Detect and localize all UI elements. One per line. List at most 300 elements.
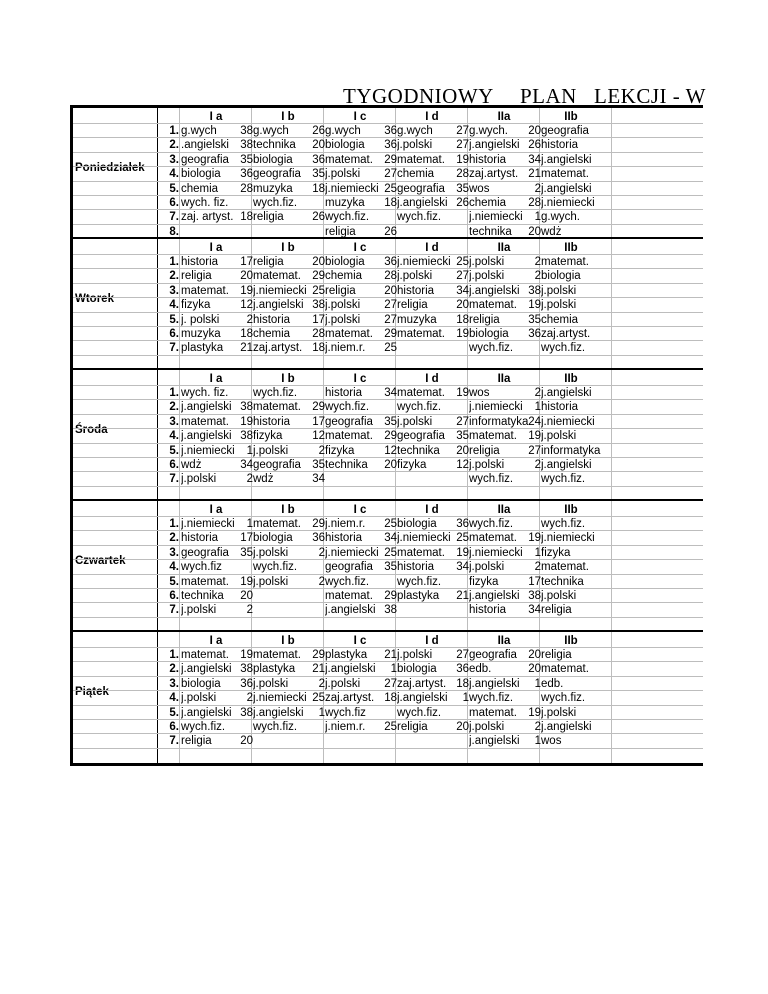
lesson-number: 7.	[169, 342, 179, 355]
subject-cell: j.angielski	[541, 459, 592, 471]
subject-cell: j.niemiecki	[253, 284, 307, 297]
subject-cell: edb.	[541, 677, 564, 690]
subject-cell: geografia	[397, 430, 445, 443]
row-rule	[73, 254, 703, 255]
room-number: 36	[384, 256, 397, 268]
subject-cell: religia	[253, 211, 284, 224]
row-rule	[73, 661, 703, 662]
row-rule	[73, 471, 703, 472]
subject-cell: informatyka	[469, 415, 529, 428]
class-header: IIb	[564, 242, 578, 254]
subject-cell: matemat.	[253, 401, 301, 414]
room-number: 17	[312, 313, 325, 326]
room-number: 34	[384, 387, 397, 399]
room-number: 18	[456, 677, 469, 690]
room-number: 27	[384, 677, 397, 690]
subject-cell: religia	[325, 225, 356, 238]
room-number: 20	[528, 225, 541, 238]
subject-cell: j.angielski	[541, 387, 592, 399]
subject-cell: geografia	[325, 561, 373, 574]
row-rule	[73, 574, 703, 575]
lesson-number: 1.	[169, 387, 179, 399]
subject-cell: geografia	[397, 182, 445, 195]
subject-cell: wych. fiz.	[181, 387, 229, 399]
row-rule	[73, 283, 703, 284]
class-header: I a	[209, 242, 223, 254]
column-divider	[611, 239, 612, 368]
subject-cell: biologia	[253, 153, 293, 166]
class-header: I a	[209, 504, 223, 516]
class-header: I d	[425, 373, 439, 385]
subject-cell: technika	[181, 590, 224, 602]
subject-cell: j.angielski	[181, 430, 232, 443]
row-rule	[73, 530, 703, 531]
room-number: 27	[456, 139, 469, 152]
subject-cell: wych.fiz.	[253, 387, 298, 399]
subject-cell: technika	[469, 225, 512, 238]
room-number: 21	[240, 342, 253, 355]
lesson-number: 4.	[169, 299, 179, 312]
room-number: 17	[240, 256, 253, 268]
row-rule	[73, 719, 703, 720]
row-rule	[73, 340, 703, 341]
subject-cell: historia	[253, 313, 291, 326]
subject-cell: biologia	[541, 270, 581, 283]
subject-cell: chemia	[469, 197, 507, 209]
subject-cell: technika	[325, 459, 368, 471]
subject-cell: chemia	[325, 270, 363, 283]
class-header: IIa	[497, 504, 511, 516]
class-header: I b	[281, 111, 295, 123]
lesson-number: 1.	[169, 125, 179, 137]
room-number: 2	[534, 459, 541, 471]
subject-cell: matemat.	[469, 532, 517, 545]
room-number: 38	[240, 401, 253, 414]
subject-cell: wych.fiz.	[397, 706, 442, 719]
room-number: 27	[384, 168, 397, 181]
subject-cell: j.niemiecki	[181, 444, 235, 457]
subject-cell: j.angielski	[541, 182, 592, 195]
subject-cell: edb.	[469, 663, 492, 676]
room-number: 2	[534, 270, 541, 283]
room-number: 1	[534, 677, 541, 690]
class-header: I b	[281, 504, 295, 516]
subject-cell: religia	[397, 721, 428, 733]
subject-cell: wych.fiz.	[253, 561, 298, 574]
subject-cell: j.polski	[541, 590, 577, 602]
room-number: 28	[456, 168, 469, 181]
row-rule	[73, 443, 703, 444]
row-rule	[73, 690, 703, 691]
lesson-number: 3.	[169, 546, 179, 559]
subject-cell: biologia	[397, 663, 437, 676]
subject-cell: plastyka	[253, 663, 296, 676]
lesson-number: 6.	[169, 197, 179, 209]
subject-cell: matemat.	[325, 430, 373, 443]
lesson-number: 4.	[169, 168, 179, 181]
subject-cell: zaj.artyst.	[541, 328, 591, 340]
room-number: 34	[456, 284, 469, 297]
room-number: 25	[456, 256, 469, 268]
room-number: 19	[240, 415, 253, 428]
room-number: 28	[240, 182, 253, 195]
room-number: 21	[384, 649, 397, 661]
lesson-number: 7.	[169, 735, 179, 748]
row-rule	[73, 297, 703, 298]
room-number: 17	[240, 532, 253, 545]
subject-cell: biologia	[325, 139, 365, 152]
subject-cell: matemat.	[397, 546, 445, 559]
room-number: 34	[384, 532, 397, 545]
subject-cell: historia	[541, 139, 579, 152]
subject-cell: matemat.	[397, 153, 445, 166]
subject-cell: j.polski	[469, 721, 505, 733]
room-number: 34	[456, 561, 469, 574]
subject-cell: j.angielski	[469, 677, 520, 690]
subject-cell: muzyka	[397, 313, 437, 326]
room-number: 25	[456, 532, 469, 545]
subject-cell: j.niemiecki	[325, 182, 379, 195]
day-name: Poniedziałek	[75, 162, 145, 174]
row-rule	[73, 676, 703, 677]
room-number: 12	[384, 444, 397, 457]
room-number: 19	[456, 546, 469, 559]
subject-cell: j.polski	[325, 299, 361, 312]
subject-cell: j.niemiecki	[469, 401, 523, 414]
subject-cell: religia	[397, 299, 428, 312]
room-number: 29	[384, 590, 397, 602]
subject-cell: j.polski	[325, 677, 361, 690]
column-divider	[179, 108, 180, 237]
subject-cell: j.polski	[469, 561, 505, 574]
room-number: 36	[312, 153, 325, 166]
subject-cell: j.polski	[469, 270, 505, 283]
room-number: 27	[456, 125, 469, 137]
subject-cell: technika	[253, 139, 296, 152]
lesson-number: 5.	[169, 182, 179, 195]
subject-cell: muzyka	[181, 328, 221, 340]
subject-cell: religia	[469, 444, 500, 457]
subject-cell: j.angielski	[253, 299, 304, 312]
column-divider	[179, 370, 180, 499]
room-number: 25	[312, 692, 325, 705]
subject-cell: j.angielski	[325, 604, 376, 617]
subject-cell: j.niemiecki	[469, 546, 523, 559]
room-number: 38	[312, 299, 325, 312]
subject-cell: j.angielski	[325, 663, 376, 676]
room-number: 29	[312, 270, 325, 283]
subject-cell: informatyka	[541, 444, 601, 457]
subject-cell: j.angielski	[469, 139, 520, 152]
room-number: 25	[384, 518, 397, 530]
room-number: 29	[384, 328, 397, 340]
row-rule	[73, 748, 703, 749]
subject-cell: matemat.	[253, 518, 301, 530]
class-header: IIa	[497, 635, 511, 647]
row-rule	[73, 588, 703, 589]
subject-cell: j.angielski	[541, 721, 592, 733]
row-rule	[73, 355, 703, 356]
subject-cell: g.wych.	[469, 125, 508, 137]
subject-cell: historia	[397, 284, 435, 297]
room-number: 19	[240, 649, 253, 661]
room-number: 28	[528, 197, 541, 209]
row-rule	[73, 559, 703, 560]
class-header: I c	[353, 504, 367, 516]
row-rule	[73, 326, 703, 327]
room-number: 17	[312, 415, 325, 428]
class-header: I c	[353, 373, 367, 385]
day-block	[73, 501, 703, 632]
subject-cell: j.polski	[181, 473, 217, 486]
room-number: 35	[384, 415, 397, 428]
subject-cell: j.polski	[541, 706, 577, 719]
class-header: IIb	[564, 111, 578, 123]
room-number: 34	[528, 153, 541, 166]
subject-cell: muzyka	[253, 182, 293, 195]
subject-cell: biologia	[469, 328, 509, 340]
lesson-number: 3.	[169, 284, 179, 297]
room-number: 2	[246, 604, 253, 617]
room-number: 29	[312, 649, 325, 661]
subject-cell: muzyka	[325, 197, 365, 209]
subject-cell: j.polski	[253, 677, 289, 690]
room-number: 2	[318, 546, 325, 559]
room-number: 2	[318, 575, 325, 588]
room-number: 19	[456, 328, 469, 340]
room-number: 35	[312, 168, 325, 181]
subject-cell: religia	[181, 735, 212, 748]
timetable	[70, 105, 703, 766]
row-rule	[73, 516, 703, 517]
column-divider	[611, 501, 612, 630]
lesson-number: 2.	[169, 663, 179, 676]
room-number: 21	[456, 590, 469, 602]
lesson-number: 2.	[169, 532, 179, 545]
subject-cell: j.polski	[397, 415, 433, 428]
subject-cell: wdż	[541, 225, 562, 238]
room-number: 1	[318, 706, 325, 719]
class-header: I d	[425, 635, 439, 647]
subject-cell: chemia	[397, 168, 435, 181]
row-rule	[73, 166, 703, 167]
subject-cell: j.polski	[397, 139, 433, 152]
class-header: I a	[209, 635, 223, 647]
subject-cell: wych.fiz.	[253, 721, 298, 733]
column-divider	[179, 239, 180, 368]
subject-cell: j.angielski	[181, 706, 232, 719]
subject-cell: j.angielski	[469, 590, 520, 602]
day-name: Piątek	[75, 686, 109, 698]
room-number: 20	[528, 125, 541, 137]
subject-cell: g.wych.	[541, 211, 580, 224]
lesson-number: 7.	[169, 604, 179, 617]
subject-cell: religia	[181, 270, 212, 283]
room-number: 25	[384, 546, 397, 559]
room-number: 35	[456, 430, 469, 443]
subject-cell: j.angielski	[469, 735, 520, 748]
subject-cell: wych.fiz.	[397, 575, 442, 588]
subject-cell: j.angielski	[469, 284, 520, 297]
row-rule	[73, 457, 703, 458]
room-number: 12	[312, 430, 325, 443]
subject-cell: historia	[469, 604, 507, 617]
subject-cell: matemat.	[325, 153, 373, 166]
room-number: 17	[528, 575, 541, 588]
row-rule	[73, 152, 703, 153]
room-number: 26	[384, 225, 397, 238]
room-number: 18	[312, 342, 325, 355]
row-rule	[73, 195, 703, 196]
room-number: 2	[534, 256, 541, 268]
row-rule	[73, 545, 703, 546]
day-name: Środa	[75, 424, 108, 436]
subject-cell: j.polski	[469, 459, 505, 471]
class-header: IIa	[497, 111, 511, 123]
subject-cell: plastyka	[325, 649, 368, 661]
lesson-number: 7.	[169, 211, 179, 224]
room-number: 12	[240, 299, 253, 312]
subject-cell: biologia	[253, 532, 293, 545]
subject-cell: biologia	[397, 518, 437, 530]
room-number: 20	[456, 299, 469, 312]
room-number: 21	[312, 663, 325, 676]
subject-cell: wych.fiz	[325, 706, 366, 719]
subject-cell: j.niemiecki	[253, 692, 307, 705]
room-number: 12	[456, 459, 469, 471]
subject-cell: fizyka	[541, 546, 571, 559]
lesson-number: 8.	[169, 225, 179, 238]
row-rule	[73, 428, 703, 429]
column-divider	[611, 632, 612, 763]
row-rule	[73, 647, 703, 648]
subject-cell: j.niemiecki	[469, 211, 523, 224]
class-header: I d	[425, 242, 439, 254]
subject-cell: zaj. artyst.	[181, 211, 234, 224]
class-header: I c	[353, 111, 367, 123]
subject-cell: matemat.	[397, 387, 445, 399]
subject-cell: fizyka	[325, 444, 355, 457]
room-number: 27	[456, 649, 469, 661]
day-name: Czwartek	[75, 555, 126, 567]
subject-cell: wych.fiz	[181, 561, 222, 574]
room-number: 38	[240, 139, 253, 152]
row-rule	[73, 705, 703, 706]
subject-cell: matemat.	[181, 415, 229, 428]
subject-cell: matemat.	[541, 168, 589, 181]
class-header: I c	[353, 635, 367, 647]
subject-cell: wdż	[253, 473, 274, 486]
room-number: 18	[240, 328, 253, 340]
subject-cell: biologia	[325, 256, 365, 268]
room-number: 38	[240, 706, 253, 719]
class-header: I b	[281, 242, 295, 254]
subject-cell: biologia	[181, 677, 221, 690]
lesson-number: 1.	[169, 518, 179, 530]
room-number: 2	[534, 561, 541, 574]
room-number: 1	[534, 546, 541, 559]
subject-cell: j.polski	[541, 299, 577, 312]
room-number: 38	[240, 430, 253, 443]
row-rule	[73, 486, 703, 487]
subject-cell: religia	[541, 649, 572, 661]
lesson-number: 6.	[169, 590, 179, 602]
room-number: 18	[384, 692, 397, 705]
column-divider	[611, 370, 612, 499]
room-number: 19	[240, 284, 253, 297]
room-number: 1	[534, 735, 541, 748]
class-header: I a	[209, 373, 223, 385]
class-header: I d	[425, 504, 439, 516]
room-number: 27	[456, 415, 469, 428]
subject-cell: g.wych	[397, 125, 433, 137]
room-number: 20	[312, 256, 325, 268]
subject-cell: geografia	[181, 153, 229, 166]
room-number: 19	[528, 706, 541, 719]
title-word-2: PLAN	[520, 84, 577, 108]
subject-cell: j.angielski	[253, 706, 304, 719]
subject-cell: matemat.	[469, 299, 517, 312]
class-header: IIb	[564, 373, 578, 385]
subject-cell: j.polski	[469, 256, 505, 268]
row-rule	[73, 312, 703, 313]
subject-cell: j.angielski	[397, 692, 448, 705]
room-number: 2	[318, 444, 325, 457]
subject-cell: matemat.	[469, 706, 517, 719]
row-rule	[73, 268, 703, 269]
room-number: 29	[312, 518, 325, 530]
column-divider	[179, 632, 180, 763]
room-number: 34	[312, 473, 325, 486]
row-rule	[73, 123, 703, 124]
class-header: IIa	[497, 373, 511, 385]
room-number: 2	[534, 387, 541, 399]
room-number: 21	[528, 168, 541, 181]
subject-cell: j.niemiecki	[541, 415, 595, 428]
subject-cell: fizyka	[181, 299, 211, 312]
subject-cell: historia	[541, 401, 579, 414]
subject-cell: j.polski	[253, 575, 289, 588]
subject-cell: j.polski	[541, 284, 577, 297]
subject-cell: matemat.	[325, 590, 373, 602]
subject-cell: plastyka	[181, 342, 224, 355]
subject-cell: zaj.artyst.	[397, 677, 447, 690]
room-number: 35	[240, 153, 253, 166]
room-number: 1	[534, 211, 541, 224]
room-number: 19	[528, 299, 541, 312]
subject-cell: fizyka	[253, 430, 283, 443]
class-header: IIb	[564, 635, 578, 647]
subject-cell: technika	[541, 575, 584, 588]
subject-cell: chemia	[541, 313, 579, 326]
subject-cell: j.polski	[253, 546, 289, 559]
room-number: 28	[312, 328, 325, 340]
subject-cell: wych.fiz.	[541, 342, 586, 355]
subject-cell: wych.fiz.	[469, 473, 514, 486]
subject-cell: wych.fiz.	[325, 575, 370, 588]
room-number: 26	[312, 125, 325, 137]
lesson-number: 4.	[169, 430, 179, 443]
subject-cell: matemat.	[541, 663, 589, 676]
row-rule	[73, 137, 703, 138]
subject-cell: wos	[469, 182, 490, 195]
lesson-number: 2.	[169, 401, 179, 414]
room-number: 2	[534, 721, 541, 733]
lesson-number: 4.	[169, 692, 179, 705]
subject-cell: wych.fiz.	[397, 401, 442, 414]
room-number: 2	[534, 182, 541, 195]
subject-cell: matemat.	[253, 649, 301, 661]
